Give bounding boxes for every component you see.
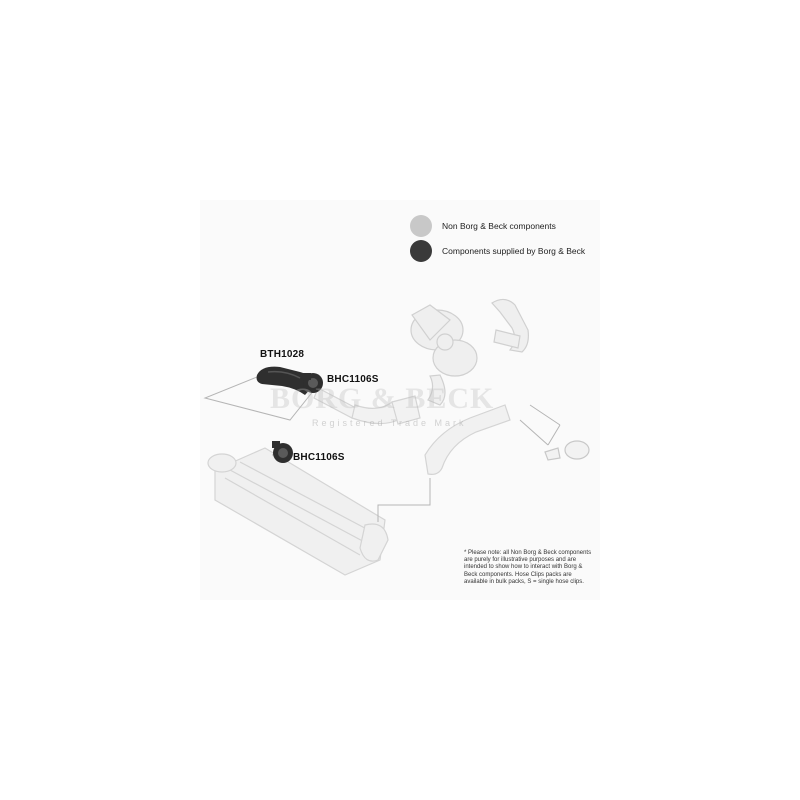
legend-swatch-light: [410, 215, 432, 237]
intercooler: [208, 448, 388, 575]
legend-swatch-dark: [410, 240, 432, 262]
brand-watermark: BORG & BECK: [270, 382, 495, 415]
label-bhc1106s-lower: BHC1106S: [293, 452, 345, 463]
legend-non-bb-label: Non Borg & Beck components: [442, 221, 556, 231]
brand-watermark-subtitle: Registered Trade Mark: [312, 418, 467, 428]
loose-clip: [545, 441, 589, 460]
egr-pipe: [492, 299, 528, 352]
disclaimer-note: * Please note: all Non Borg & Beck components are purely for illustrative purposes and are intended to show how to interact with Borg & Beck components. Hose Clips packs are available in bulk packs, S = single hose clips.: [464, 550, 592, 585]
label-bth1028: BTH1028: [260, 349, 305, 360]
legend-bb-label: Components supplied by Borg & Beck: [442, 246, 586, 256]
legend-non-bb: [410, 215, 556, 237]
label-bhc1106s-upper: BHC1106S: [327, 374, 379, 385]
legend-bb: [410, 240, 585, 262]
